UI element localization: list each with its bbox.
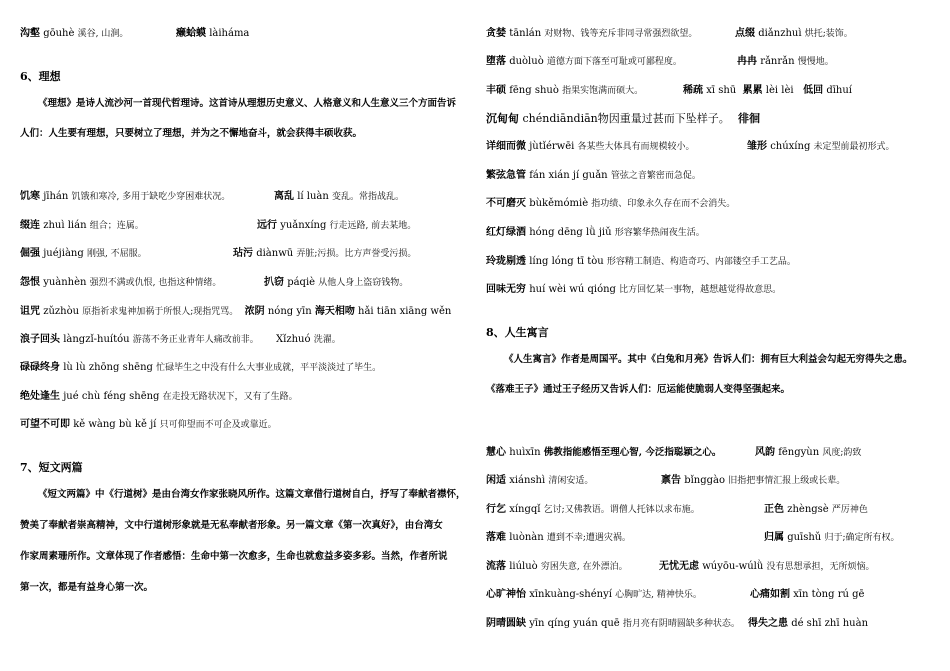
vocab-word: 饥寒 [20, 191, 40, 202]
vocab-def: 道德方面下落至可耻或可鄙程度。 [546, 57, 682, 67]
vocab-pinyin: tānlán [509, 28, 542, 39]
vocab-line [20, 362, 381, 374]
section-paragraph: 赞美了奉献者崇高精神，文中行道树形象就是无私奉献者形象。另一篇文章《第一次真好》，由台湾女 [20, 520, 443, 531]
vocab-line [764, 504, 868, 516]
vocab-def: 穷困失意, 在外漂泊。 [540, 562, 628, 572]
vocab-pinyin: xīnkuàng-shényí [529, 589, 612, 600]
vocab-def: 指月亮有阴晴圆缺多种状态。 [622, 619, 740, 629]
vocab-def: 变乱。常指战乱。 [332, 192, 405, 202]
vocab-pinyin: xī shū [706, 85, 737, 96]
vocab-line [20, 191, 230, 203]
vocab-line [486, 561, 628, 573]
vocab-def: 严厉神色 [831, 505, 868, 515]
vocab-word: 不可磨灭 [486, 198, 526, 209]
vocab-pinyin: xíngqǐ [509, 504, 541, 515]
vocab-line [486, 56, 682, 68]
vocab-pinyin: jùtǐérwēi [529, 141, 575, 152]
vocab-pinyin: kě wàng bù kě jí [73, 419, 157, 430]
vocab-def: 溪谷, 山涧。 [77, 29, 129, 39]
vocab-pinyin: dé shī zhī huàn [791, 618, 869, 629]
vocab-pinyin: làngzǐ-huítóu [63, 334, 130, 345]
vocab-line [486, 532, 631, 544]
vocab-line [486, 141, 695, 153]
vocab-def: 行走远路, 前去某地。 [329, 221, 417, 231]
vocab-pinyin: wúyōu-wúlǜ [702, 561, 764, 572]
vocab-line [486, 113, 730, 125]
vocab-word: 慧心 [486, 447, 506, 458]
vocab-line [486, 589, 702, 601]
vocab-word: 怨恨 [20, 277, 40, 288]
vocab-line [20, 220, 144, 232]
vocab-def: 乞讨;又佛教语。谓僧人托钵以求布施。 [543, 505, 700, 515]
vocab-pinyin: páqiè [287, 277, 316, 288]
vocab-word: 缀连 [20, 220, 40, 231]
section-paragraph: 人们：人生要有理想，只要树立了理想，并为之不懈地奋斗，就会获得丰硕收获。 [20, 128, 363, 139]
section-heading: 8、人生寓言 [486, 326, 549, 339]
vocab-word: 雏形 [747, 141, 767, 152]
vocab-word: 回味无穷 [486, 284, 526, 295]
vocab-def: 弄脏;污损。比方声誉受污损。 [296, 249, 417, 259]
vocab-pinyin: fán xián jí guǎn [529, 170, 608, 181]
vocab-word: 流落 [486, 561, 506, 572]
vocab-def: 烘托;装饰。 [804, 29, 853, 39]
vocab-pinyin: fēngyùn [778, 447, 820, 458]
vocab-word: 徘徊 [738, 112, 760, 125]
vocab-word: 详细而微 [486, 141, 526, 152]
vocab-pinyin: diǎnzhuì [758, 28, 802, 39]
vocab-line [755, 447, 861, 459]
vocab-line [486, 256, 796, 268]
vocab-line [735, 28, 853, 40]
vocab-word: 沉甸甸 [486, 112, 519, 125]
vocab-def: 强烈不满或仇恨, 也指这种情绪。 [89, 278, 222, 288]
vocab-def: 指果实饱满而硕大。 [562, 86, 644, 96]
section-paragraph: 《短文两篇》中《行道树》是由台湾女作家张晓风所作。这篇文章借行道树自白，抒写了奉献者襟怀， [38, 489, 466, 500]
vocab-word: 绝处逢生 [20, 391, 60, 402]
section-paragraph: 《落难王子》通过王子经历又告诉人们：厄运能使脆弱人变得坚强起来。 [486, 384, 791, 395]
vocab-line [486, 28, 697, 40]
vocab-def: 慢慢地。 [797, 57, 834, 67]
vocab-def: 佛教指能感悟至理心智, 今泛指聪颖之心。 [543, 447, 722, 458]
vocab-def: 旧指把事情汇报上级或长辈。 [728, 476, 846, 486]
vocab-def: 在走投无路状况下，又有了生路。 [162, 392, 298, 402]
vocab-def: 风度;韵致 [822, 448, 862, 458]
vocab-line [486, 85, 643, 97]
vocab-pinyin: rǎnrǎn [760, 56, 795, 67]
vocab-pinyin: bǐnggào [684, 475, 726, 486]
vocab-def: 从他人身上盗窃钱物。 [318, 278, 409, 288]
vocab-def: 管弦之音繁密而急促。 [610, 171, 701, 181]
vocab-def: 未定型前最初形式。 [813, 142, 895, 152]
vocab-line [486, 618, 740, 630]
vocab-line [176, 28, 249, 40]
vocab-def: 形容繁华热闹夜生活。 [614, 228, 705, 238]
vocab-def: 忙碌毕生之中没有什么大事业成就，平平淡淡过了毕生。 [156, 363, 382, 373]
vocab-word: 落难 [486, 532, 506, 543]
vocab-word: 点缀 [735, 28, 755, 39]
vocab-pinyin: fēng shuò [509, 85, 559, 96]
vocab-word: 堕落 [486, 56, 506, 67]
vocab-pinyin: zǔzhòu [43, 306, 80, 317]
vocab-pinyin: diànwū [256, 248, 294, 259]
vocab-word: 风韵 [755, 447, 775, 458]
vocab-word: 贪婪 [486, 28, 506, 39]
section-heading: 7、短文两篇 [20, 461, 83, 474]
section-heading: 6、理想 [20, 70, 61, 83]
vocab-line [486, 504, 700, 516]
vocab-pinyin: chúxíng [770, 141, 811, 152]
vocab-pinyin: lí luàn [297, 191, 329, 202]
vocab-line [274, 191, 404, 203]
vocab-pinyin: guīshǔ [787, 532, 822, 543]
vocab-pinyin: làiháma [209, 28, 250, 39]
vocab-line [486, 227, 705, 239]
vocab-pinyin: hǎi tiān xiāng wěn [358, 306, 452, 317]
vocab-def: 各某些大体具有而规模较小。 [577, 142, 695, 152]
vocab-word: 丰硕 [486, 85, 506, 96]
vocab-def: 心胸旷达, 精神快乐。 [615, 590, 702, 600]
vocab-line [486, 170, 701, 182]
vocab-line [20, 248, 147, 260]
vocab-line [20, 419, 277, 431]
vocab-line [737, 56, 834, 68]
vocab-word: 行乞 [486, 504, 506, 515]
vocab-pinyin: duòluò [509, 56, 544, 67]
vocab-line [486, 198, 735, 210]
vocab-line [20, 28, 128, 40]
vocab-line [257, 220, 416, 232]
vocab-pinyin: líng lóng tī tòu [529, 256, 604, 267]
vocab-line [486, 475, 593, 487]
vocab-word: 癞蛤蟆 [176, 28, 206, 39]
vocab-def: 没有思想承担，无所烦恼。 [766, 562, 875, 572]
vocab-pinyin: juéjiàng [43, 248, 84, 259]
vocab-word: 远行 [257, 220, 277, 231]
vocab-pinyin: huí wèi wú qióng [529, 284, 616, 295]
vocab-pinyin: xīn tòng rú gē [793, 589, 865, 600]
vocab-line [20, 306, 451, 318]
vocab-word: 稀疏 [683, 85, 703, 96]
vocab-line [233, 248, 416, 260]
vocab-pinyin: Xǐzhuó [276, 334, 311, 345]
vocab-word: 得失之患 [748, 618, 788, 629]
section-paragraph: 《人生寓言》作者是周国平。其中《白兔和月亮》告诉人们：拥有巨大利益会勾起无穷得失之患。 [504, 354, 913, 365]
vocab-line [764, 532, 899, 544]
vocab-pinyin: jīhán [43, 191, 69, 202]
vocab-word: 心痛如割 [750, 589, 790, 600]
vocab-def: 只可仰望而不可企及或靠近。 [159, 420, 277, 430]
vocab-word: 倔强 [20, 248, 40, 259]
vocab-word: 扒窃 [264, 277, 284, 288]
vocab-pinyin: dīhuí [826, 85, 852, 96]
vocab-pinyin: lù lù zhōng shēng [63, 362, 153, 373]
vocab-word: 无忧无虑 [659, 561, 699, 572]
vocab-pinyin: yīn qíng yuán quē [529, 618, 620, 629]
vocab-line [486, 447, 721, 459]
vocab-word: 闲适 [486, 475, 506, 486]
vocab-pinyin: lèi lèi [765, 85, 794, 96]
vocab-line [661, 475, 845, 487]
vocab-line [276, 334, 341, 346]
vocab-pinyin: luònàn [509, 532, 544, 543]
vocab-word: 累累 [742, 85, 763, 96]
vocab-pinyin: zhuì lián [43, 220, 87, 231]
vocab-word: 冉冉 [737, 56, 757, 67]
vocab-def: 原指祈求鬼神加祸于所恨人;现指咒骂。 [82, 307, 239, 317]
vocab-pinyin: hóng dēng lǜ jiǔ [529, 227, 612, 238]
vocab-pinyin: chéndiāndiān [522, 112, 598, 125]
vocab-def: 对财物、钱等充斥非同寻常强烈欲望。 [544, 29, 698, 39]
vocab-word: 浪子回头 [20, 334, 60, 345]
vocab-line [486, 284, 781, 296]
vocab-line [748, 618, 868, 630]
vocab-pinyin: nóng yīn [267, 306, 312, 317]
vocab-word: 玷污 [233, 248, 253, 259]
vocab-line [20, 277, 221, 289]
vocab-line [20, 334, 259, 346]
vocab-def: 洗濯。 [313, 335, 341, 345]
vocab-def: 指功绩、印象永久存在而不会消失。 [591, 199, 736, 209]
vocab-word: 浓阴 [244, 306, 265, 317]
vocab-word: 沟壑 [20, 28, 40, 39]
vocab-line [264, 277, 408, 289]
vocab-word: 禀告 [661, 475, 681, 486]
vocab-pinyin: yuǎnxíng [280, 220, 327, 231]
vocab-def: 清闲安适。 [548, 476, 594, 486]
vocab-pinyin: yuànhèn [43, 277, 87, 288]
vocab-word: 阴晴圆缺 [486, 618, 526, 629]
vocab-word: 低回 [803, 85, 824, 96]
vocab-word: 玲珑剔透 [486, 256, 526, 267]
vocab-word: 归属 [764, 532, 784, 543]
vocab-line [20, 391, 298, 403]
vocab-word: 正色 [764, 504, 784, 515]
vocab-pinyin: liúluò [509, 561, 538, 572]
vocab-word: 心旷神怡 [486, 589, 526, 600]
vocab-def: 饥饿和寒冷, 多用于缺吃少穿困难状况。 [71, 192, 231, 202]
vocab-pinyin: bùkěmómiè [529, 198, 589, 209]
section-paragraph: 第一次，都是有益身心第一次。 [20, 582, 154, 593]
vocab-def: 刚强, 不屈服。 [86, 249, 147, 259]
vocab-pinyin: gōuhè [43, 28, 75, 39]
vocab-line [750, 589, 864, 601]
vocab-word: 可望不可即 [20, 419, 70, 430]
section-paragraph: 作家周素珊所作。文章体现了作者感悟：生命中第一次愈多，生命也就愈益多姿多彩。当然，作者所说 [20, 551, 448, 562]
vocab-word: 繁弦急管 [486, 170, 526, 181]
vocab-line [683, 85, 852, 97]
vocab-def: 归于;确定所有权。 [824, 533, 900, 543]
section-paragraph: 《理想》是诗人流沙河一首现代哲理诗。这首诗从理想历史意义、人格意义和人生意义三个方面告诉 [38, 98, 457, 109]
vocab-pinyin: xiánshì [509, 475, 546, 486]
vocab-word: 碌碌终身 [20, 362, 60, 373]
vocab-def: 遭到不幸;遭遇灾祸。 [546, 533, 631, 543]
vocab-pinyin: jué chù féng shēng [63, 391, 160, 402]
vocab-word: 海天相吻 [314, 306, 355, 317]
vocab-pinyin: huìxīn [509, 447, 541, 458]
vocab-line [738, 113, 760, 125]
vocab-def: 比方回忆某一事物，越想越觉得故意思。 [619, 285, 782, 295]
vocab-word: 红灯绿酒 [486, 227, 526, 238]
vocab-def: 形容精工制造、构造奇巧、内部镂空手工艺品。 [606, 257, 796, 267]
vocab-line [747, 141, 895, 153]
vocab-line [659, 561, 875, 573]
vocab-def: 游荡不务正业青年人痛改前非。 [132, 335, 259, 345]
vocab-pinyin: zhèngsè [787, 504, 829, 515]
vocab-def: 物因重量过甚而下坠样子。 [597, 112, 730, 125]
vocab-word: 离乱 [274, 191, 294, 202]
vocab-word: 诅咒 [20, 306, 40, 317]
vocab-def: 组合；连属。 [89, 221, 144, 231]
